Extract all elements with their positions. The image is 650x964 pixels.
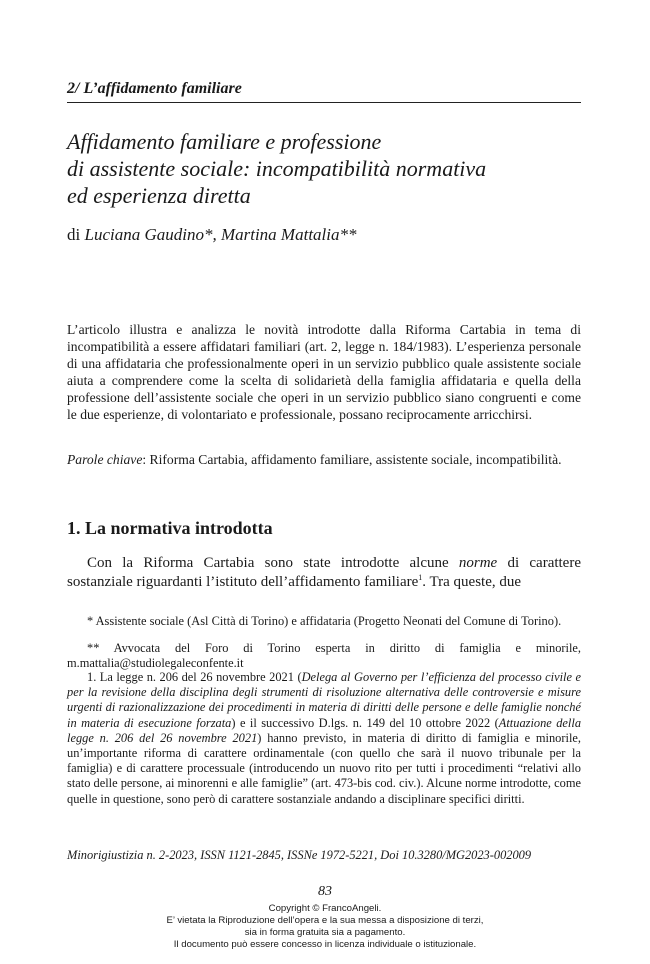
footnote-italic: Attuazione della legge n. 206 del 26 novembre 2021 [67,715,582,745]
footnote-author-2: ** Avvocata del Foro di Torino esperta in diritto di famiglia e minorile, m.mattalia@studiolegaleconfente.it [67,641,581,671]
footnote-text: 1. La legge n. 206 del 26 novembre 2021 ( [87,670,302,684]
title-line: Affidamento familiare e professione [67,129,382,154]
copyright-line: sia in forma gratuita sia a pagamento. [244,927,406,938]
page-number: 83 [318,884,332,899]
body-text: . Tra queste, due [422,574,522,590]
footnote-author-1: * Assistente sociale (Asl Città di Torino) e affidataria (Progetto Neonati del Comune di Torino). [87,614,562,628]
author-names: Luciana Gaudino*, Martina Mattalia** [84,225,357,244]
body-text: Con la Riforma Cartabia sono state introdotte alcune [87,555,459,571]
author-line [67,225,356,245]
body-text: di carattere sostanziale riguardanti l’istituto dell’affidamento familiare [67,555,581,590]
copyright-line: Il documento può essere concesso in licenza individuale o istituzionale. [173,939,477,950]
author-prefix: di [67,225,85,244]
keywords-label: Parole chiave [67,452,143,467]
copyright-line: E’ vietata la Riproduzione dell’opera e la sua messa a disposizione di terzi, [166,915,484,926]
copyright-notice [0,903,650,951]
body-emphasis: norme [458,555,498,571]
section-header: 2/ L’affidamento familiare [67,80,581,103]
footnote-1 [67,670,581,807]
abstract: L’articolo illustra e analizza le novità introdotte dalla Riforma Cartabia in tema di incompatibilità a essere affidatari familiari (art. 2, legge n. 184/1983). L’esperienza personale di una affidataria che professionalmente operi in un servizio pubblico quale assistente sociale aiuta a comprendere come la scelta di solidarietà della famiglia affidataria e quella della professione dell’assistente sociale che operi in un servizio pubblico siano congruenti e come le due esperienze, di volontariato e professionale, possano reciprocamente arricchirsi. [67,322,581,422]
title-line: di assistente sociale: incompatibilità normativa [67,156,487,181]
article-title [67,128,587,209]
keywords-text: : Riforma Cartabia, affidamento familiare, assistente sociale, incompatibilità. [142,452,562,467]
footnote-italic: Delega al Governo per l’efficienza del processo civile e per la revisione della disciplina degli strumenti di risoluzione alternativa delle controversie e misure urgenti di razionalizzazione dei procedimenti in materia di diritti delle persone e delle famiglie nonché in materia di esecuzione forzata [67,670,581,730]
keywords [67,451,581,468]
title-line: ed esperienza diretta [67,183,251,208]
footnote-text: ) e il successivo D.lgs. n. 149 del 10 ottobre 2022 ( [231,715,499,730]
journal-citation: Minorigiustizia n. 2-2023, ISSN 1121-2845, ISSNe 1972-5221, Doi 10.3280/MG2023-002009 [67,848,532,862]
copyright-line: Copyright © FrancoAngeli. [268,903,382,914]
body-paragraph [67,554,581,592]
footnote-text: ) hanno previsto, in materia di diritto di famiglia e minorile, un’importante riforma di carattere ordinamentale (con quello che sarà il nuovo tribunale per la famiglia) e di carattere processuale (introducendo un nuovo rito per tutti i procedimenti “relativi allo stato delle persone, ai minorenni e alle famiglie” (art. 473-bis cod. civ.). Alcune norme introdotte, come quelle in questione, sono però di carattere sostanziale andando a disciplinare specifici diritti. [67,730,581,806]
section-heading: 1. La normativa introdotta [67,518,273,538]
footnote-ref: 1 [418,573,423,582]
